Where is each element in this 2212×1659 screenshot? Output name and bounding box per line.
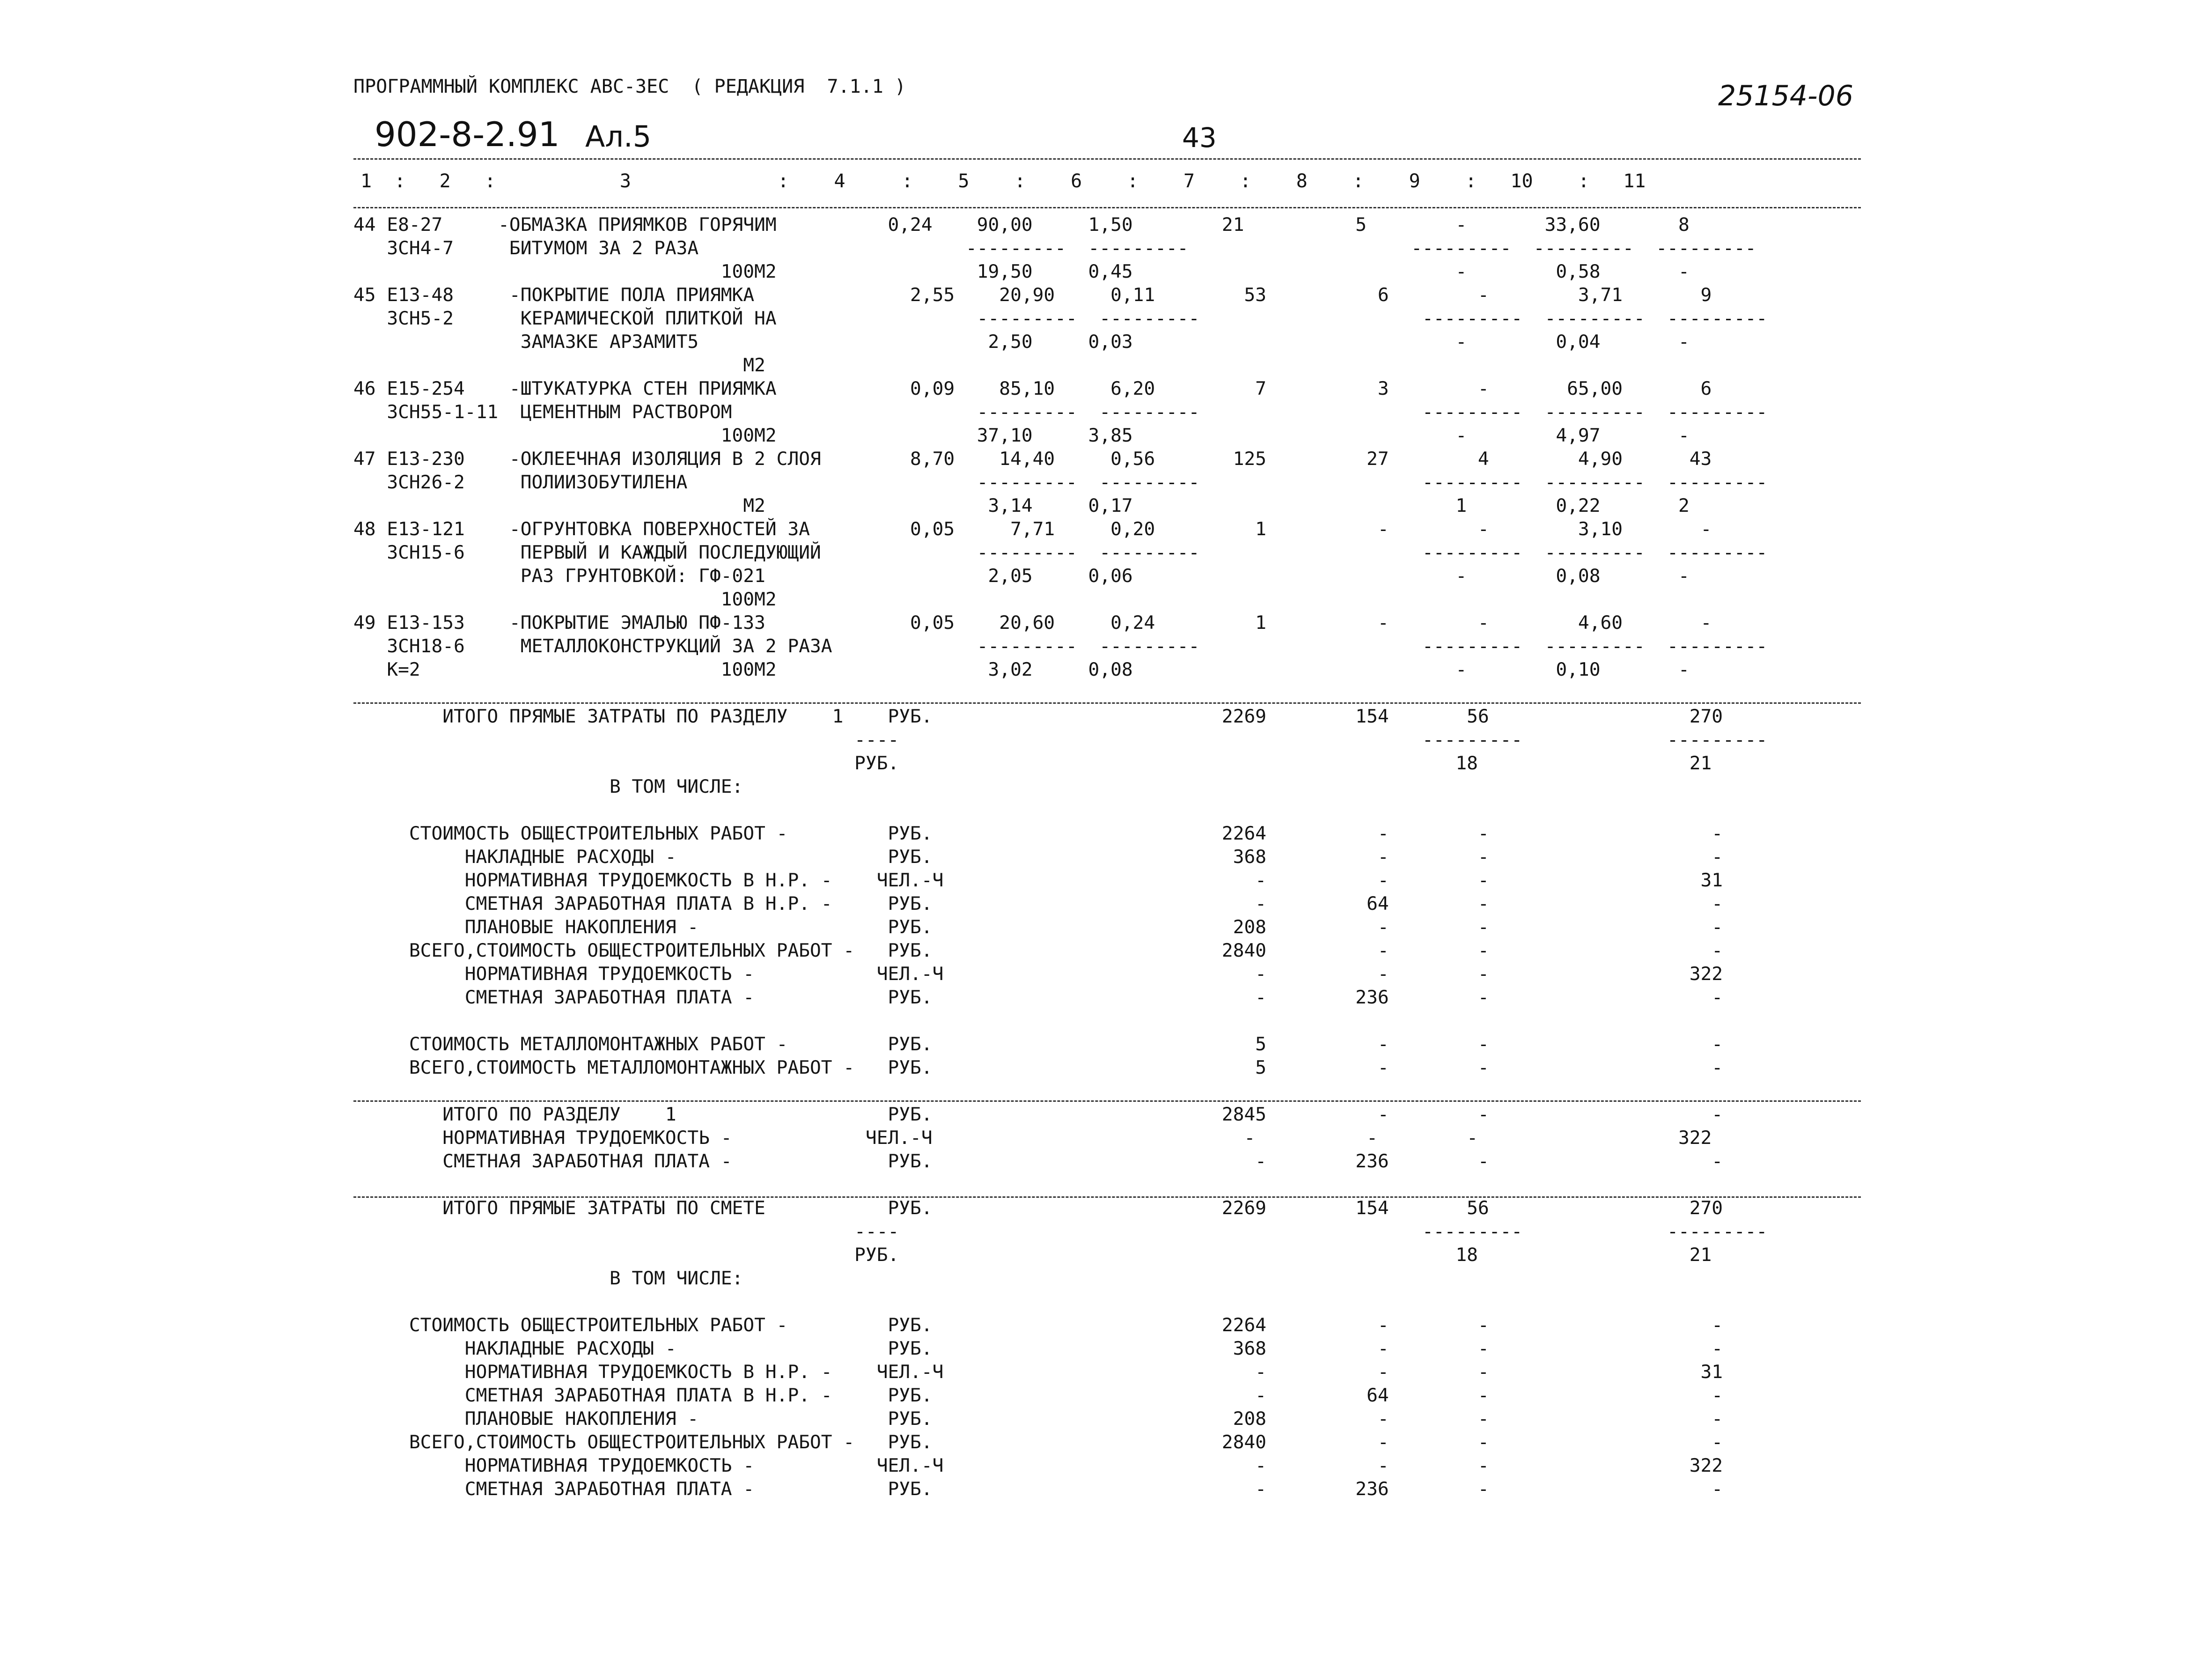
listing-line: НОРМАТИВНАЯ ТРУДОЕМКОСТЬ - ЧЕЛ.-Ч - - - 322	[353, 963, 1723, 985]
listing-line	[353, 1009, 1767, 1032]
listing-line: К=2 100М2 3,02 0,08 - 0,10 -	[353, 659, 1690, 680]
listing-line: СТОИМОСТЬ ОБЩЕСТРОИТЕЛЬНЫХ РАБОТ - РУБ. 2264 - - -	[353, 823, 1723, 844]
listing-line: 3СН55-1-11 ЦЕМЕНТНЫМ РАСТВОРОМ --------- --------- --------- --------- ---------	[353, 401, 1768, 423]
listing-line: НОРМАТИВНАЯ ТРУДОЕМКОСТЬ В Н.Р. - ЧЕЛ.-Ч - - - 31	[353, 1361, 1723, 1383]
listing-line: 3СН4-7 БИТУМОМ ЗА 2 РАЗА --------- --------- --------- --------- ---------	[353, 237, 1756, 259]
listing-line: СМЕТНАЯ ЗАРАБОТНАЯ ПЛАТА В Н.Р. - РУБ. - 64 - -	[353, 1385, 1723, 1406]
listing-line: РУБ. 18 21	[353, 1244, 1712, 1266]
listing-line: СМЕТНАЯ ЗАРАБОТНАЯ ПЛАТА - РУБ. - 236 - -	[353, 1478, 1723, 1500]
listing-line: ЗАМАЗКЕ АРЗАМИТ5 2,50 0,03 - 0,04 -	[353, 331, 1690, 353]
listing-line: РАЗ ГРУНТОВКОЙ: ГФ-021 2,05 0,06 - 0,08 -	[353, 565, 1690, 587]
listing-line: 3СН26-2 ПОЛИИЗОБУТИЛЕНА --------- --------- --------- --------- ---------	[353, 472, 1768, 493]
listing-line: ПЛАНОВЫЕ НАКОПЛЕНИЯ - РУБ. 208 - - -	[353, 916, 1723, 938]
doc-number: 902-8-2.91	[375, 115, 560, 154]
listing-line: НОРМАТИВНАЯ ТРУДОЕМКОСТЬ - ЧЕЛ.-Ч - - - 322	[353, 1127, 1712, 1149]
listing-line: НОРМАТИВНАЯ ТРУДОЕМКОСТЬ - ЧЕЛ.-Ч - - - 322	[353, 1455, 1723, 1476]
listing-line: 3СН15-6 ПЕРВЫЙ И КАЖДЫЙ ПОСЛЕДУЮЩИЙ --------- --------- --------- --------- ---------	[353, 542, 1768, 563]
header-top-rule	[353, 158, 1861, 160]
listing-line	[353, 1173, 1767, 1196]
listing-line: НАКЛАДНЫЕ РАСХОДЫ - РУБ. 368 - - -	[353, 846, 1723, 868]
stamp-number: 25154-06	[1718, 80, 1853, 112]
listing-line: ---- --------- ---------	[353, 729, 1768, 751]
listing-line	[353, 1079, 1767, 1103]
listing-line: 100М2 37,10 3,85 - 4,97 -	[353, 425, 1690, 446]
listing-line: 45 Е13-48 -ПОКРЫТИЕ ПОЛА ПРИЯМКА 2,55 20,90 0,11 53 6 - 3,71 9	[353, 284, 1712, 306]
listing-line: 44 Е8-27 -ОБМАЗКА ПРИЯМКОВ ГОРЯЧИМ 0,24 90,00 1,50 21 5 - 33,60 8	[353, 214, 1690, 236]
listing-line: ПЛАНОВЫЕ НАКОПЛЕНИЯ - РУБ. 208 - - -	[353, 1408, 1723, 1430]
listing-line: ---- --------- ---------	[353, 1221, 1768, 1242]
listing-line: 100М2	[353, 589, 777, 610]
listing-line: СТОИМОСТЬ МЕТАЛЛОМОНТАЖНЫХ РАБОТ - РУБ. 5 - - -	[353, 1033, 1723, 1055]
listing-line: СМЕТНАЯ ЗАРАБОТНАЯ ПЛАТА В Н.Р. - РУБ. - 64 - -	[353, 893, 1723, 914]
listing-line: М2 3,14 0,17 1 0,22 2	[353, 495, 1690, 516]
listing-line: 3СН18-6 МЕТАЛЛОКОНСТРУКЦИЙ ЗА 2 РАЗА --------- --------- --------- --------- ---------	[353, 635, 1768, 657]
listing-line: 48 Е13-121 -ОГРУНТОВКА ПОВЕРХНОСТЕЙ ЗА 0,05 7,71 0,20 1 - - 3,10 -	[353, 518, 1712, 540]
listing-line	[353, 1290, 1767, 1313]
sheet-label: Ал.5	[585, 119, 652, 154]
listing-line: 49 Е13-153 -ПОКРЫТИЕ ЭМАЛЬЮ ПФ-133 0,05 20,60 0,24 1 - - 4,60 -	[353, 612, 1712, 634]
column-numbers: 1 : 2 : 3 : 4 : 5 : 6 : 7 : 8 : 9 : 10 : 11	[360, 170, 1646, 192]
listing-line: НОРМАТИВНАЯ ТРУДОЕМКОСТЬ В Н.Р. - ЧЕЛ.-Ч - - - 31	[353, 870, 1723, 891]
header-bottom-rule	[353, 207, 1861, 208]
listing-line	[353, 681, 1767, 705]
listing-line	[353, 798, 1767, 822]
listing-line: 3СН5-2 КЕРАМИЧЕСКОЙ ПЛИТКОЙ НА --------- --------- --------- --------- ---------	[353, 308, 1768, 329]
listing-line: СТОИМОСТЬ ОБЩЕСТРОИТЕЛЬНЫХ РАБОТ - РУБ. 2264 - - -	[353, 1314, 1723, 1336]
listing-line: ИТОГО ПРЯМЫЕ ЗАТРАТЫ ПО СМЕТЕ РУБ. 2269 154 56 270	[353, 1197, 1723, 1219]
listing-line: 100М2 19,50 0,45 - 0,58 -	[353, 261, 1690, 282]
listing-line: НАКЛАДНЫЕ РАСХОДЫ - РУБ. 368 - - -	[353, 1338, 1723, 1359]
listing-line: РУБ. 18 21	[353, 752, 1712, 774]
listing-line: СМЕТНАЯ ЗАРАБОТНАЯ ПЛАТА - РУБ. - 236 - -	[353, 1150, 1723, 1172]
listing-line: ВСЕГО,СТОИМОСТЬ МЕТАЛЛОМОНТАЖНЫХ РАБОТ - РУБ. 5 - - -	[353, 1057, 1723, 1078]
listing-line: М2	[353, 354, 765, 376]
listing-line: 46 Е15-254 -ШТУКАТУРКА СТЕН ПРИЯМКА 0,09 85,10 6,20 7 3 - 65,00 6	[353, 378, 1712, 399]
program-line: ПРОГРАММНЫЙ КОМПЛЕКС АВС-3ЕС ( РЕДАКЦИЯ 7.1.1 )	[353, 76, 906, 97]
listing-line: В ТОМ ЧИСЛЕ:	[353, 1268, 743, 1289]
listing-line: ВСЕГО,СТОИМОСТЬ ОБЩЕСТРОИТЕЛЬНЫХ РАБОТ - РУБ. 2840 - - -	[353, 940, 1723, 961]
listing-line: В ТОМ ЧИСЛЕ:	[353, 776, 743, 797]
listing-line: СМЕТНАЯ ЗАРАБОТНАЯ ПЛАТА - РУБ. - 236 - -	[353, 987, 1723, 1008]
page-number: 43	[1182, 122, 1217, 154]
listing-line: ИТОГО ПО РАЗДЕЛУ 1 РУБ. 2845 - - -	[353, 1104, 1723, 1125]
listing-line: ИТОГО ПРЯМЫЕ ЗАТРАТЫ ПО РАЗДЕЛУ 1 РУБ. 2269 154 56 270	[353, 706, 1723, 727]
listing-line: ВСЕГО,СТОИМОСТЬ ОБЩЕСТРОИТЕЛЬНЫХ РАБОТ - РУБ. 2840 - - -	[353, 1431, 1723, 1453]
estimate-listing	[353, 213, 1767, 1501]
listing-line: 47 Е13-230 -ОКЛЕЕЧНАЯ ИЗОЛЯЦИЯ В 2 СЛОЯ 8,70 14,40 0,56 125 27 4 4,90 43	[353, 448, 1712, 470]
